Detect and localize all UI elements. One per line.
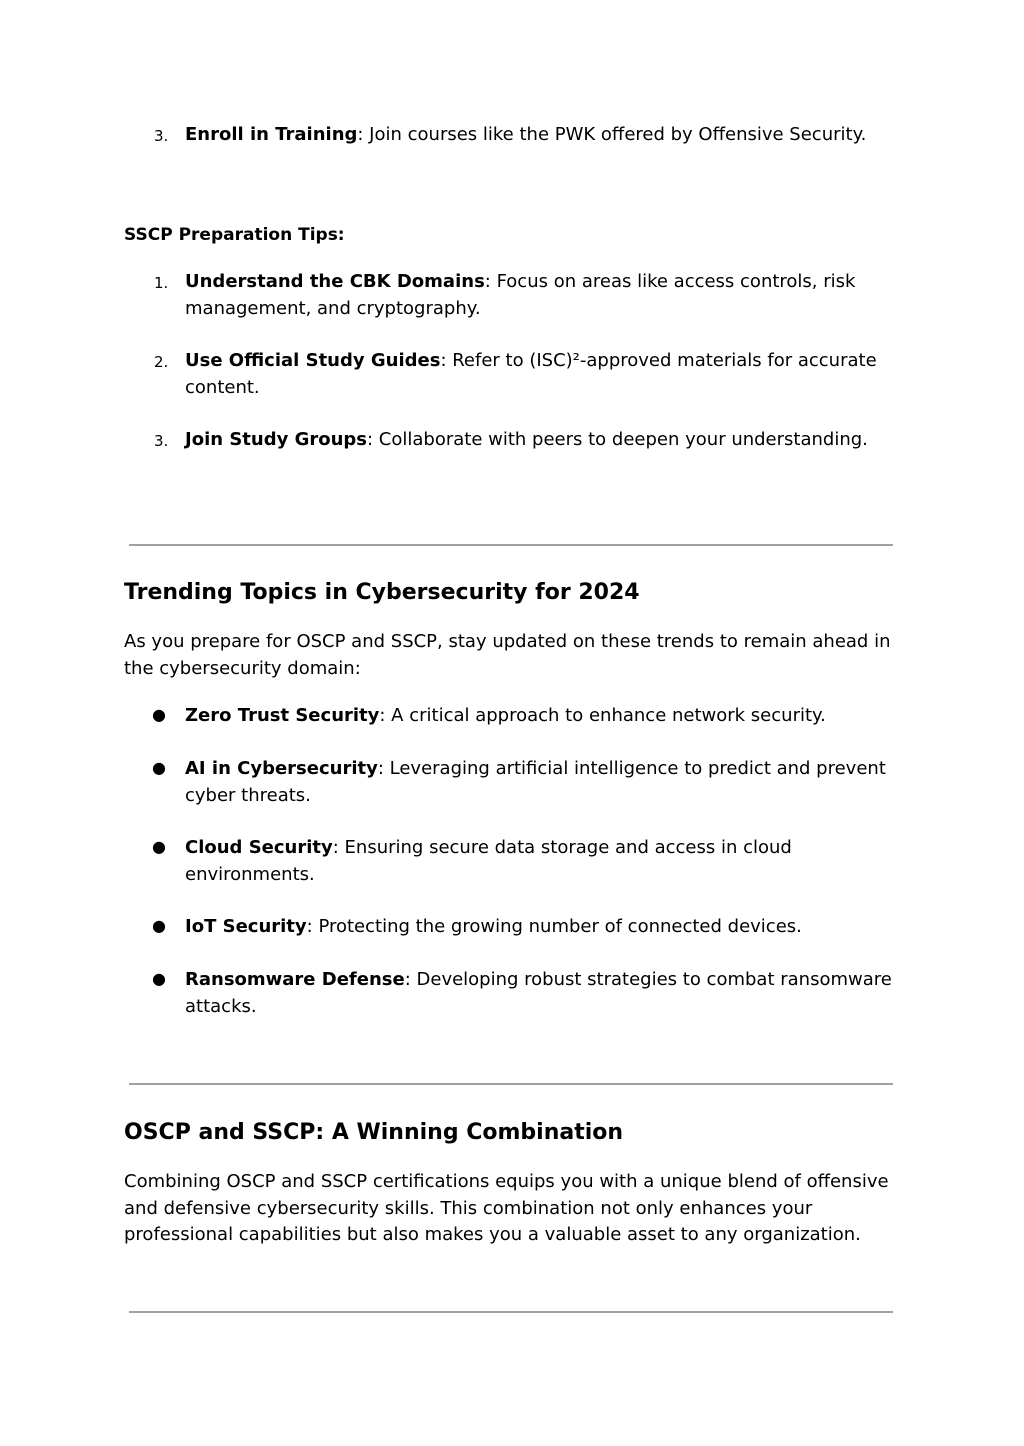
list-item-study-guides	[124, 348, 904, 401]
list-item-ransomware-defense	[124, 967, 904, 1020]
bullet-icon: ●	[152, 969, 166, 988]
list-item-desc: : Leveraging artificial intelligence to predict and prevent cyber threats.	[185, 758, 886, 806]
list-number: 1.	[154, 274, 169, 292]
list-item-desc: : Ensuring secure data storage and access in cloud environments.	[185, 837, 792, 885]
list-item-desc: : Developing robust strategies to combat ransomware attacks.	[185, 969, 892, 1017]
list-item-term: AI in Cybersecurity	[185, 758, 378, 779]
list-item-term: Zero Trust Security	[185, 705, 380, 726]
list-item-term: Join Study Groups	[185, 429, 368, 450]
list-item-enroll-training	[124, 122, 904, 149]
list-item-term: Understand the CBK Domains	[185, 271, 485, 292]
list-item-term: Use Official Study Guides	[185, 350, 441, 371]
list-item-iot-security	[124, 914, 904, 941]
horizontal-divider	[129, 1311, 893, 1313]
list-item-term: Enroll in Training	[185, 124, 358, 145]
bullet-icon: ●	[152, 837, 166, 856]
bullet-icon: ●	[152, 916, 166, 935]
list-item-study-groups	[124, 427, 904, 454]
sscp-tips-heading: SSCP Preparation Tips:	[124, 225, 345, 245]
list-item-term: IoT Security	[185, 916, 307, 937]
list-item-zero-trust	[124, 703, 904, 730]
bullet-icon: ●	[152, 758, 166, 777]
list-item-desc: : Refer to (ISC)²-approved materials for accurate content.	[185, 350, 877, 398]
list-item-term: Ransomware Defense	[185, 969, 405, 990]
combination-paragraph: Combining OSCP and SSCP certifications equips you with a unique blend of offensive and defensive cybersecurity skills. This combination not only enhances your professional capabilities but also makes you a valuable asset to any organization.	[124, 1171, 889, 1245]
combination-heading: OSCP and SSCP: A Winning Combination	[124, 1120, 624, 1145]
list-item-desc: : Focus on areas like access controls, risk management, and cryptography.	[185, 271, 856, 319]
list-item-desc: : Collaborate with peers to deepen your understanding.	[367, 429, 868, 450]
list-item-desc: : A critical approach to enhance network security.	[379, 705, 826, 726]
horizontal-divider	[129, 544, 893, 546]
trending-intro: As you prepare for OSCP and SSCP, stay updated on these trends to remain ahead in the cybersecurity domain:	[124, 631, 891, 679]
list-number: 3.	[154, 432, 169, 450]
list-item-desc: : Join courses like the PWK offered by Offensive Security.	[357, 124, 867, 145]
list-item-cbk-domains	[124, 269, 904, 322]
bullet-icon: ●	[152, 705, 166, 724]
list-item-cloud-security	[124, 835, 904, 888]
list-item-term: Cloud Security	[185, 837, 333, 858]
list-item-desc: : Protecting the growing number of connected devices.	[306, 916, 802, 937]
trending-heading: Trending Topics in Cybersecurity for 2024	[124, 580, 640, 605]
list-number: 3.	[154, 127, 169, 145]
list-number: 2.	[154, 353, 169, 371]
horizontal-divider	[129, 1083, 893, 1085]
list-item-ai-cybersecurity	[124, 756, 904, 809]
